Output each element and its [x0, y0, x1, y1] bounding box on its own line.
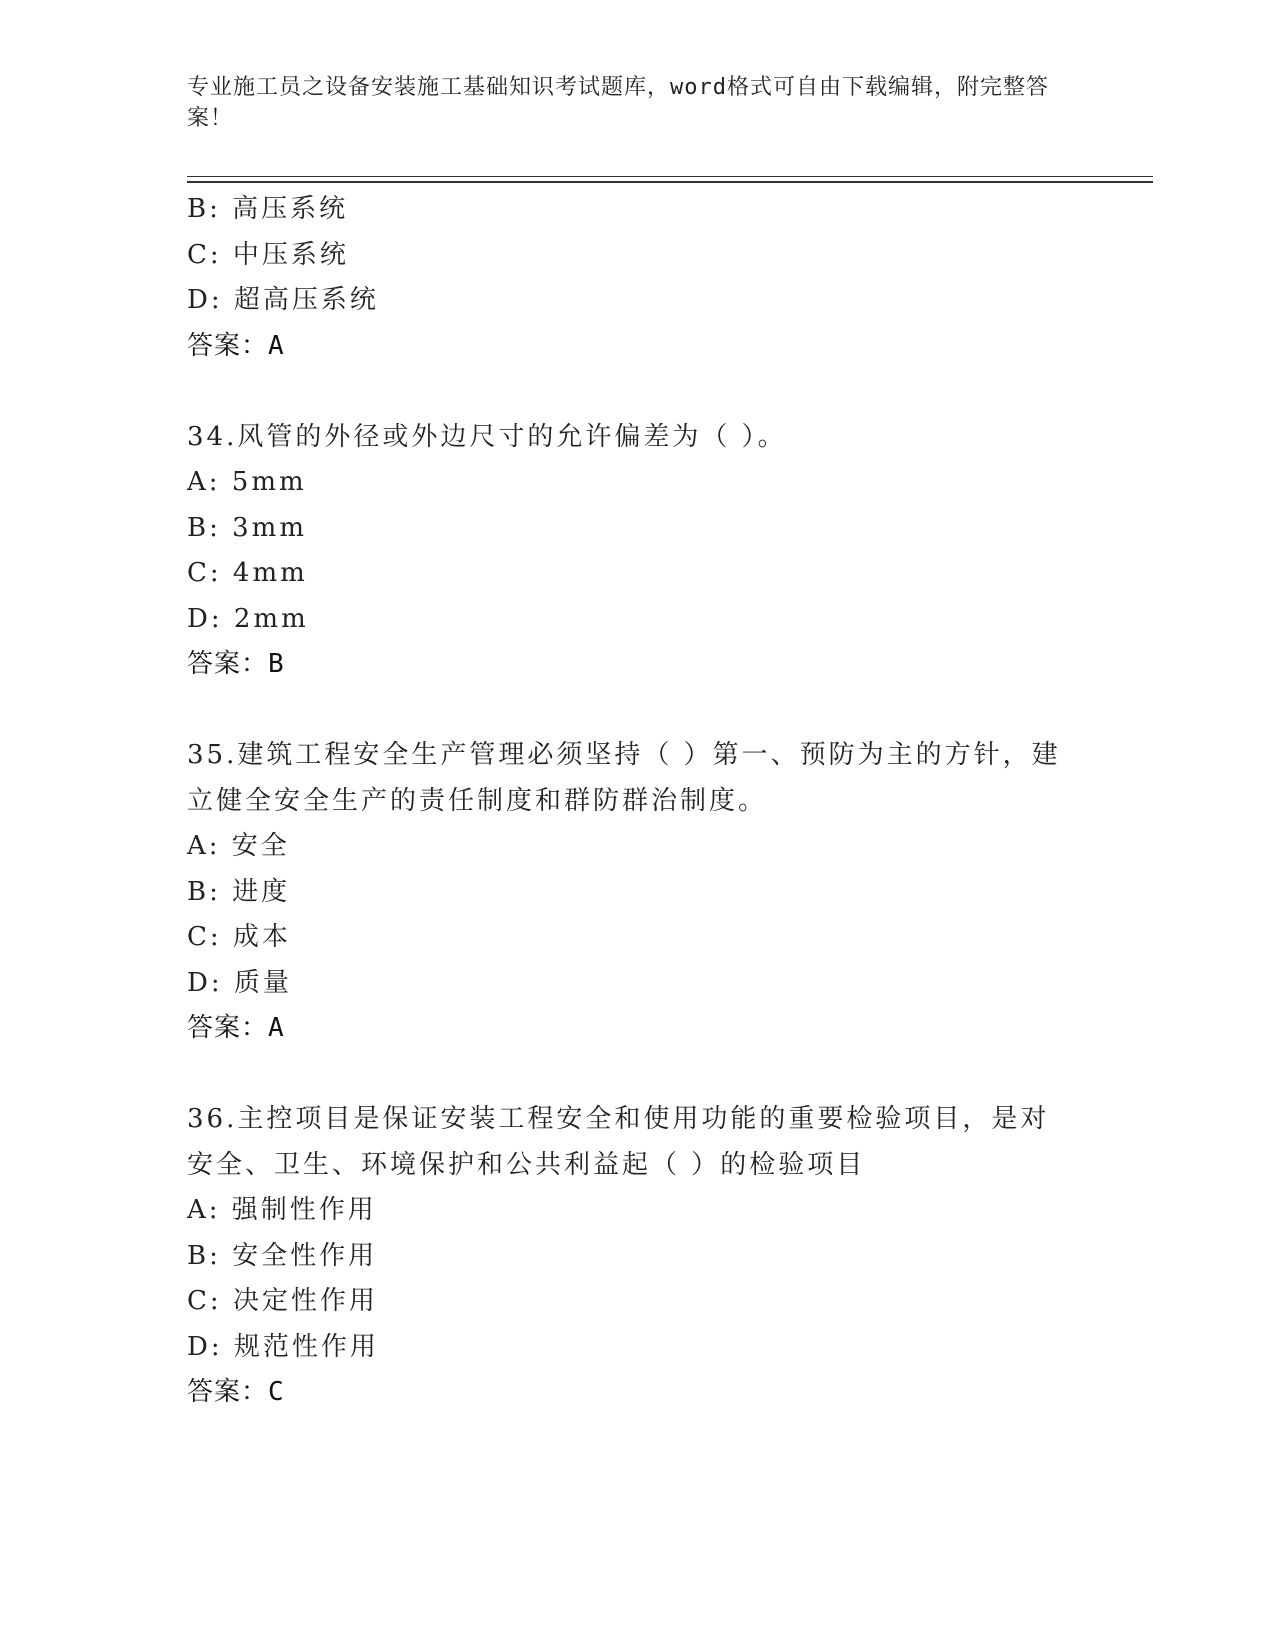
- header-divider: [187, 176, 1153, 177]
- question-35: [187, 733, 1087, 1052]
- answer: 答案：A: [187, 330, 285, 361]
- option-c: C: 成本: [187, 922, 291, 952]
- option-a: A: 安全: [187, 831, 290, 861]
- answer: 答案：A: [187, 1013, 285, 1043]
- option-c: C: 中压系统: [187, 239, 349, 270]
- spacer: [187, 1052, 1087, 1098]
- question-list: [187, 187, 1087, 1416]
- answer: 答案：B: [187, 649, 285, 679]
- document-header: 专业施工员之设备安装施工基础知识考试题库，word格式可自由下载编辑，附完整答案！: [187, 75, 1049, 131]
- question-36: [187, 1097, 1087, 1416]
- option-b: B: 3mm: [187, 512, 307, 543]
- option-b: B: 进度: [187, 876, 291, 907]
- option-a: A: 5mm: [187, 467, 307, 497]
- header-divider-thick: [187, 181, 1153, 183]
- option-b: B: 高压系统: [187, 194, 349, 224]
- option-c: C: 决定性作用: [187, 1286, 378, 1316]
- question-34: [187, 415, 1087, 688]
- question-text: 36.主控项目是保证安装工程安全和使用功能的重要检验项目，是对安全、卫生、环境保护和公共利益起（ ）的检验项目: [187, 1104, 1050, 1180]
- option-a: A: 强制性作用: [187, 1195, 377, 1225]
- question-text: 35.建筑工程安全生产管理必须坚持（ ）第一、预防为主的方针，建立健全安全生产的责任制度和群防群治制度。: [187, 740, 1061, 816]
- option-d: D: 超高压系统: [187, 285, 379, 315]
- option-d: D: 规范性作用: [187, 1331, 379, 1362]
- spacer: [187, 688, 1087, 734]
- question-text: 34.风管的外径或外边尺寸的允许偏差为（ ）。: [187, 421, 787, 452]
- option-d: D: 2mm: [187, 603, 309, 634]
- answer: 答案：C: [187, 1377, 285, 1407]
- spacer: [187, 369, 1087, 415]
- option-c: C: 4mm: [187, 558, 308, 588]
- question-33-tail: [187, 187, 1087, 369]
- option-b: B: 安全性作用: [187, 1240, 378, 1271]
- option-d: D: 质量: [187, 967, 292, 998]
